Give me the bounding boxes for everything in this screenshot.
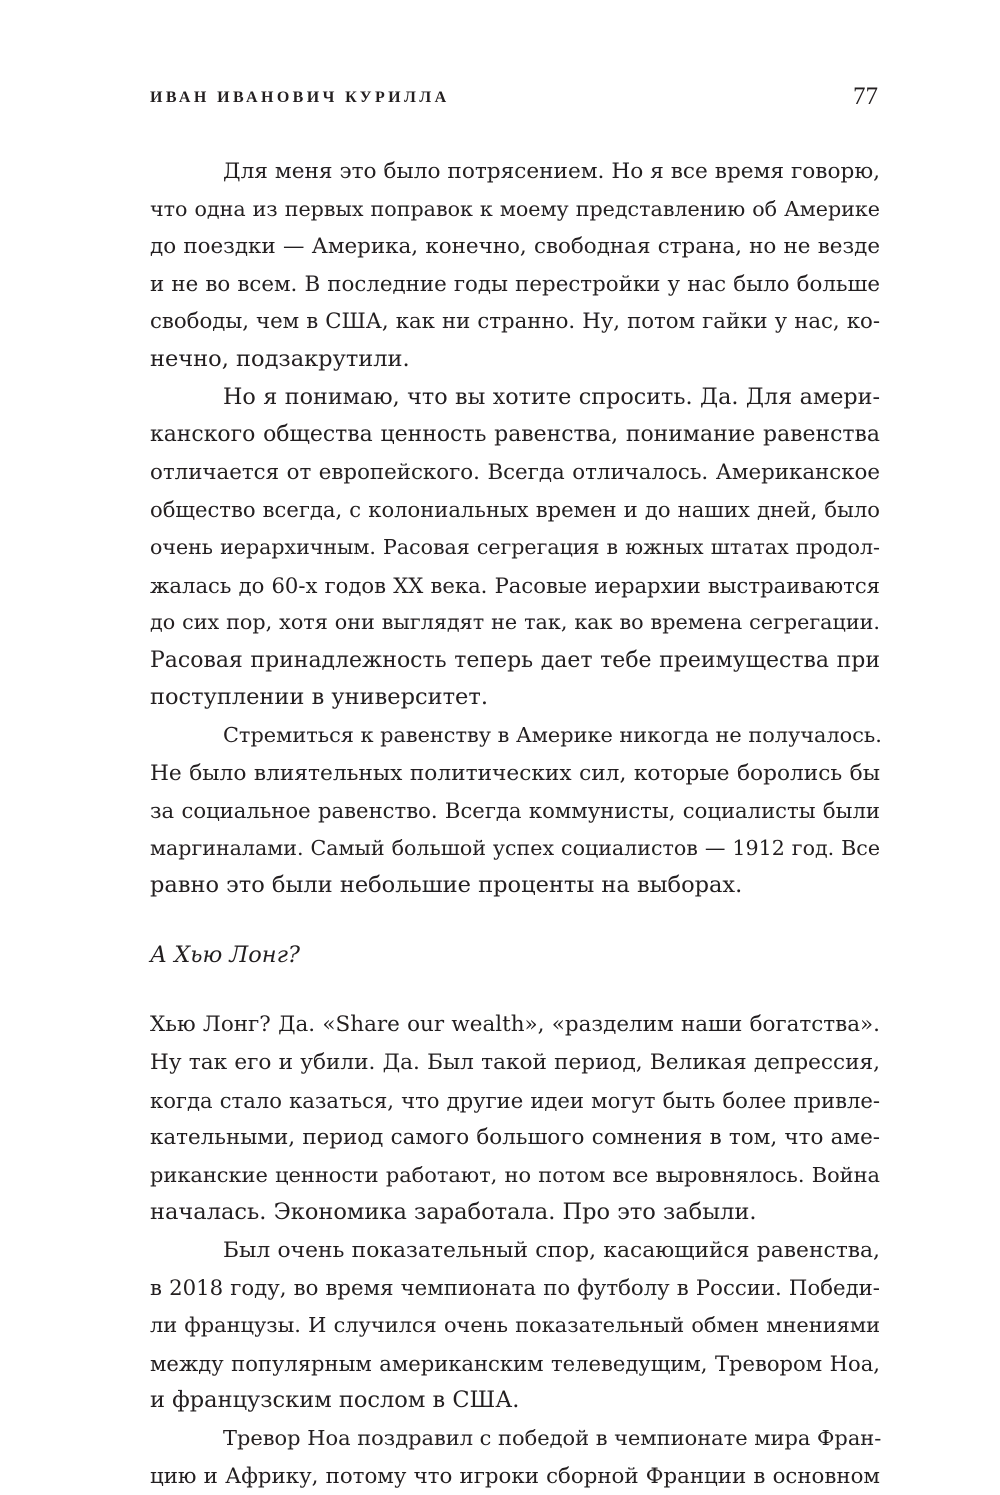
text-line: канского общества ценность равенства, понимание равенства (150, 422, 880, 448)
body-text (150, 153, 880, 1495)
text-line: кательными, период самого большого сомнения в том, что аме- (150, 1125, 880, 1151)
text-line: до сих пор, хотя они выглядят не так, как во времена сегрегации. (150, 610, 880, 635)
running-head (150, 83, 880, 116)
paragraph-gap (150, 905, 880, 937)
text-line: Был очень показательный спор, касающийся равенства, (223, 1238, 880, 1264)
text-line: отличается от европейского. Всегда отличалось. Американское (150, 459, 880, 485)
text-line: Расовая принадлежность теперь дает тебе преимущества при (150, 647, 880, 673)
text-line: общество всегда, с колониальных времен и до наших дней, было (150, 497, 880, 523)
text-line: за социальное равенство. Всегда коммунисты, социалисты были (150, 798, 880, 824)
text-line: до поездки — Америка, конечно, свободная страна, но не везде (150, 234, 880, 260)
text-line: риканские ценности работают, но потом все выровнялось. Война (150, 1162, 880, 1187)
text-line: очень иерархичным. Расовая сегрегация в южных штатах продол- (150, 534, 880, 559)
text-line: и не во всем. В последние годы перестройки у нас было больше (150, 271, 880, 297)
text-line: когда стало казаться, что другие идеи могут быть более привле- (150, 1087, 880, 1113)
text-line: Ну так его и убили. Да. Был такой период, Великая депрессия, (150, 1050, 880, 1076)
paragraph-gap (150, 974, 880, 1006)
interviewer-question: А Хью Лонг? (150, 941, 300, 968)
text-line: Но я понимаю, что вы хотите спросить. Да. Для амери- (223, 383, 880, 410)
text-line: Тревор Ноа поздравил с победой в чемпионате мира Фран- (223, 1426, 882, 1450)
text-line: что одна из первых поправок к моему представлению об Америке (150, 196, 880, 221)
text-line: и французским послом в США. (150, 1387, 520, 1414)
text-line: Хью Лонг? Да. «Share our wealth», «разделим наши богатства». (150, 1012, 880, 1038)
text-line: нечно, подзакрутили. (150, 345, 410, 372)
text-line: началась. Экономика заработала. Про это забыли. (150, 1199, 757, 1226)
text-line: равно это были небольшие проценты на выборах. (150, 872, 743, 899)
text-line: жалась до 60-х годов XX века. Расовые иерархии выстраиваются (150, 572, 880, 598)
text-line: поступлении в университет. (150, 684, 488, 711)
page-number: 77 (853, 83, 878, 110)
text-line: в 2018 году, во время чемпионата по футболу в России. Победи- (150, 1275, 880, 1301)
text-line: цию и Африку, потому что игроки сборной Франции в основном (150, 1463, 880, 1489)
text-line: ли французы. И случился очень показательный обмен мнениями (150, 1313, 880, 1338)
text-line: Стремиться к равенству в Америке никогда не получалось. (223, 722, 882, 747)
text-line: между популярным американским телеведущим, Тревором Ноа, (150, 1350, 880, 1376)
text-line: Не было влиятельных политических сил, которые боролись бы (150, 760, 880, 786)
text-line: маргиналами. Самый большой успех социалистов — 1912 год. Все (150, 835, 880, 860)
text-line: Для меня это было потрясением. Но я все время говорю, (223, 159, 880, 184)
text-line: свободы, чем в США, как ни странно. Ну, потом гайки у нас, ко- (150, 309, 880, 335)
running-head-author: ИВАН ИВАНОВИЧ КУРИЛЛА (150, 89, 450, 106)
